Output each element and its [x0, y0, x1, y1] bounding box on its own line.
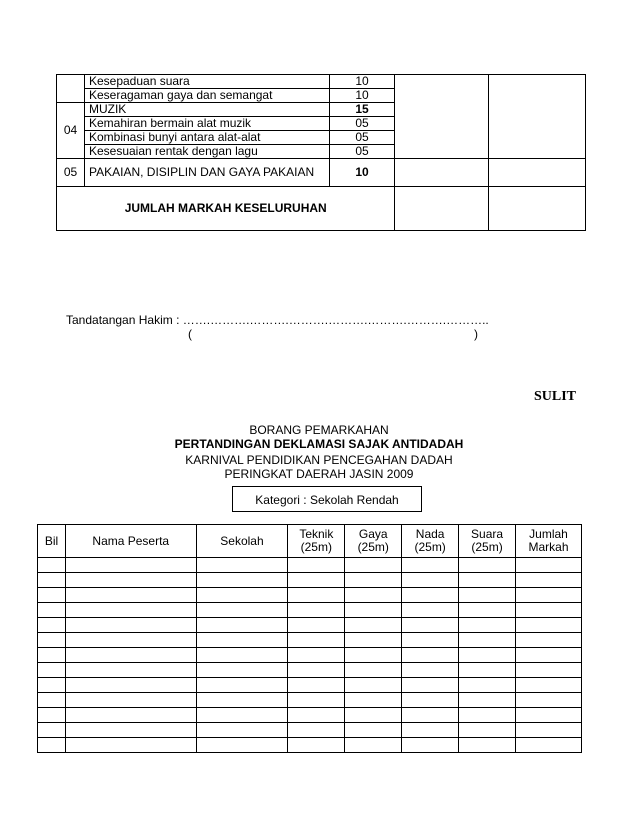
score-cell[interactable]: [516, 558, 582, 573]
score-cell[interactable]: [345, 603, 402, 618]
score-cell[interactable]: [516, 603, 582, 618]
score-cell[interactable]: [38, 648, 66, 663]
score-cell[interactable]: [196, 723, 288, 738]
table-row: [38, 633, 582, 648]
score-cell[interactable]: [65, 618, 196, 633]
score-cell[interactable]: [345, 648, 402, 663]
score-cell[interactable]: [459, 588, 516, 603]
classification-label: SULIT: [533, 389, 576, 404]
header-bil: Bil: [38, 525, 66, 558]
score-cell[interactable]: [196, 603, 288, 618]
score-cell[interactable]: [196, 738, 288, 753]
score-cell[interactable]: [65, 588, 196, 603]
header-gaya: Gaya (25m): [345, 525, 402, 558]
table-row: [57, 159, 586, 187]
score-cell[interactable]: [516, 573, 582, 588]
score-cell[interactable]: [288, 648, 345, 663]
score-cell[interactable]: [402, 573, 459, 588]
score-cell[interactable]: [196, 678, 288, 693]
score-cell[interactable]: [65, 738, 196, 753]
score-cell[interactable]: [459, 663, 516, 678]
score-cell[interactable]: [345, 678, 402, 693]
score-cell[interactable]: [402, 648, 459, 663]
criteria-number: 04: [57, 103, 85, 159]
criteria-mark: 05: [329, 131, 395, 145]
score-cell[interactable]: [402, 633, 459, 648]
score-cell[interactable]: [38, 588, 66, 603]
score-cell[interactable]: [402, 663, 459, 678]
score-cell[interactable]: [38, 573, 66, 588]
criteria-mark: 10: [329, 75, 395, 89]
score-cell[interactable]: [345, 708, 402, 723]
score-cell[interactable]: [196, 663, 288, 678]
score-cell[interactable]: [288, 588, 345, 603]
score-cell[interactable]: [65, 558, 196, 573]
score-cell[interactable]: [402, 618, 459, 633]
score-cell[interactable]: [196, 708, 288, 723]
score-cell[interactable]: [288, 603, 345, 618]
table-row: [38, 678, 582, 693]
score-cell[interactable]: [196, 558, 288, 573]
close-bracket: ): [474, 327, 478, 341]
criteria-label: MUZIK: [84, 103, 329, 117]
table-row: [38, 693, 582, 708]
score-cell[interactable]: [38, 738, 66, 753]
score-cell[interactable]: [38, 723, 66, 738]
criteria-label: Keseragaman gaya dan semangat: [84, 89, 329, 103]
criteria-label: PAKAIAN, DISIPLIN DAN GAYA PAKAIAN: [84, 159, 329, 187]
score-cell[interactable]: [459, 603, 516, 618]
score-cell[interactable]: [288, 663, 345, 678]
score-cell[interactable]: [288, 708, 345, 723]
score-cell[interactable]: [345, 573, 402, 588]
header-suara: Suara (25m): [459, 525, 516, 558]
score-table: [37, 524, 582, 753]
score-cell[interactable]: [38, 663, 66, 678]
score-cell[interactable]: [345, 738, 402, 753]
header-nama-peserta: Nama Peserta: [65, 525, 196, 558]
category-box: Kategori : Sekolah Rendah: [232, 486, 422, 512]
table-row: [57, 75, 586, 89]
table-row: [38, 648, 582, 663]
table-row: [38, 663, 582, 678]
score-cell[interactable]: [459, 618, 516, 633]
score-cell[interactable]: [516, 678, 582, 693]
table-row: [38, 558, 582, 573]
total-row: [57, 187, 586, 231]
criteria-number: 05: [57, 159, 85, 187]
table-row: [38, 708, 582, 723]
score-cell[interactable]: [65, 723, 196, 738]
score-cell[interactable]: [38, 708, 66, 723]
score-cell[interactable]: [516, 588, 582, 603]
score-cell[interactable]: [288, 633, 345, 648]
score-cell[interactable]: [65, 633, 196, 648]
level-title: PERINGKAT DAERAH JASIN 2009: [224, 467, 414, 481]
score-cell[interactable]: [459, 633, 516, 648]
score-cell[interactable]: [516, 633, 582, 648]
header-row: [38, 525, 582, 558]
score-cell[interactable]: [288, 573, 345, 588]
score-cell[interactable]: [38, 558, 66, 573]
score-cell[interactable]: [345, 693, 402, 708]
table-row: [38, 738, 582, 753]
score-cell[interactable]: [288, 558, 345, 573]
header-teknik: Teknik (25m): [288, 525, 345, 558]
score-cell[interactable]: [288, 723, 345, 738]
score-cell[interactable]: [65, 693, 196, 708]
score-cell[interactable]: [196, 618, 288, 633]
score-cell[interactable]: [196, 573, 288, 588]
table-row: [38, 603, 582, 618]
score-cell[interactable]: [459, 693, 516, 708]
score-cell[interactable]: [196, 693, 288, 708]
score-cell[interactable]: [402, 558, 459, 573]
score-cell[interactable]: [38, 633, 66, 648]
open-bracket: (: [188, 327, 192, 341]
score-cell[interactable]: [65, 708, 196, 723]
criteria-mark: 10: [329, 159, 395, 187]
score-cell[interactable]: [516, 663, 582, 678]
criteria-label: Kemahiran bermain alat muzik: [84, 117, 329, 131]
score-cell[interactable]: [288, 693, 345, 708]
score-cell[interactable]: [402, 588, 459, 603]
score-cell[interactable]: [402, 678, 459, 693]
table-row: [38, 723, 582, 738]
score-cell[interactable]: [288, 618, 345, 633]
score-cell[interactable]: [402, 738, 459, 753]
score-cell[interactable]: [38, 618, 66, 633]
score-cell[interactable]: [345, 633, 402, 648]
header-nada: Nada (25m): [402, 525, 459, 558]
score-cell[interactable]: [516, 618, 582, 633]
score-cell[interactable]: [38, 693, 66, 708]
score-cell[interactable]: [288, 678, 345, 693]
score-cell[interactable]: [459, 738, 516, 753]
judge-name-brackets: [188, 327, 478, 341]
score-cell[interactable]: [65, 648, 196, 663]
score-cell[interactable]: [345, 618, 402, 633]
event-title: KARNIVAL PENDIDIKAN PENCEGAHAN DADAH: [185, 453, 453, 467]
criteria-mark: 10: [329, 89, 395, 103]
score-cell[interactable]: [65, 678, 196, 693]
criteria-mark: 15: [329, 103, 395, 117]
table-row: [38, 618, 582, 633]
score-cell[interactable]: [65, 573, 196, 588]
score-cell[interactable]: [402, 708, 459, 723]
table-row: [38, 588, 582, 603]
score-cell[interactable]: [516, 648, 582, 663]
score-cell[interactable]: [65, 603, 196, 618]
criteria-label: Kombinasi bunyi antara alat-alat: [84, 131, 329, 145]
form-title: BORANG PEMARKAHAN: [249, 423, 389, 437]
score-cell[interactable]: [196, 633, 288, 648]
judge-signature-line: Tandatangan Hakim : …….……….……….……….……….……….……….………..: [66, 313, 489, 327]
table-row: [38, 573, 582, 588]
score-cell[interactable]: [345, 663, 402, 678]
score-cell[interactable]: [459, 573, 516, 588]
score-cell[interactable]: [459, 708, 516, 723]
score-cell[interactable]: [38, 603, 66, 618]
score-cell[interactable]: [402, 603, 459, 618]
score-cell[interactable]: [196, 588, 288, 603]
total-label: JUMLAH MARKAH KESELURUHAN: [57, 187, 395, 231]
score-cell[interactable]: [516, 693, 582, 708]
score-cell[interactable]: [516, 708, 582, 723]
score-cell[interactable]: [516, 738, 582, 753]
criteria-mark: 05: [329, 117, 395, 131]
header-jumlah-markah: Jumlah Markah: [516, 525, 582, 558]
competition-title: PERTANDINGAN DEKLAMASI SAJAK ANTIDADAH: [174, 437, 464, 451]
score-cell[interactable]: [345, 723, 402, 738]
score-cell[interactable]: [345, 588, 402, 603]
score-cell[interactable]: [402, 693, 459, 708]
criteria-label: Kesesuaian rentak dengan lagu: [84, 145, 329, 159]
criteria-label: Kesepaduan suara: [84, 75, 329, 89]
score-cell[interactable]: [459, 558, 516, 573]
score-cell[interactable]: [459, 678, 516, 693]
score-cell[interactable]: [459, 723, 516, 738]
criteria-table: [56, 74, 586, 231]
score-cell[interactable]: [196, 648, 288, 663]
score-cell[interactable]: [288, 738, 345, 753]
criteria-mark: 05: [329, 145, 395, 159]
header-sekolah: Sekolah: [196, 525, 288, 558]
score-cell[interactable]: [459, 648, 516, 663]
score-cell[interactable]: [38, 678, 66, 693]
score-cell[interactable]: [65, 663, 196, 678]
score-cell[interactable]: [402, 723, 459, 738]
score-cell[interactable]: [516, 723, 582, 738]
score-cell[interactable]: [345, 558, 402, 573]
